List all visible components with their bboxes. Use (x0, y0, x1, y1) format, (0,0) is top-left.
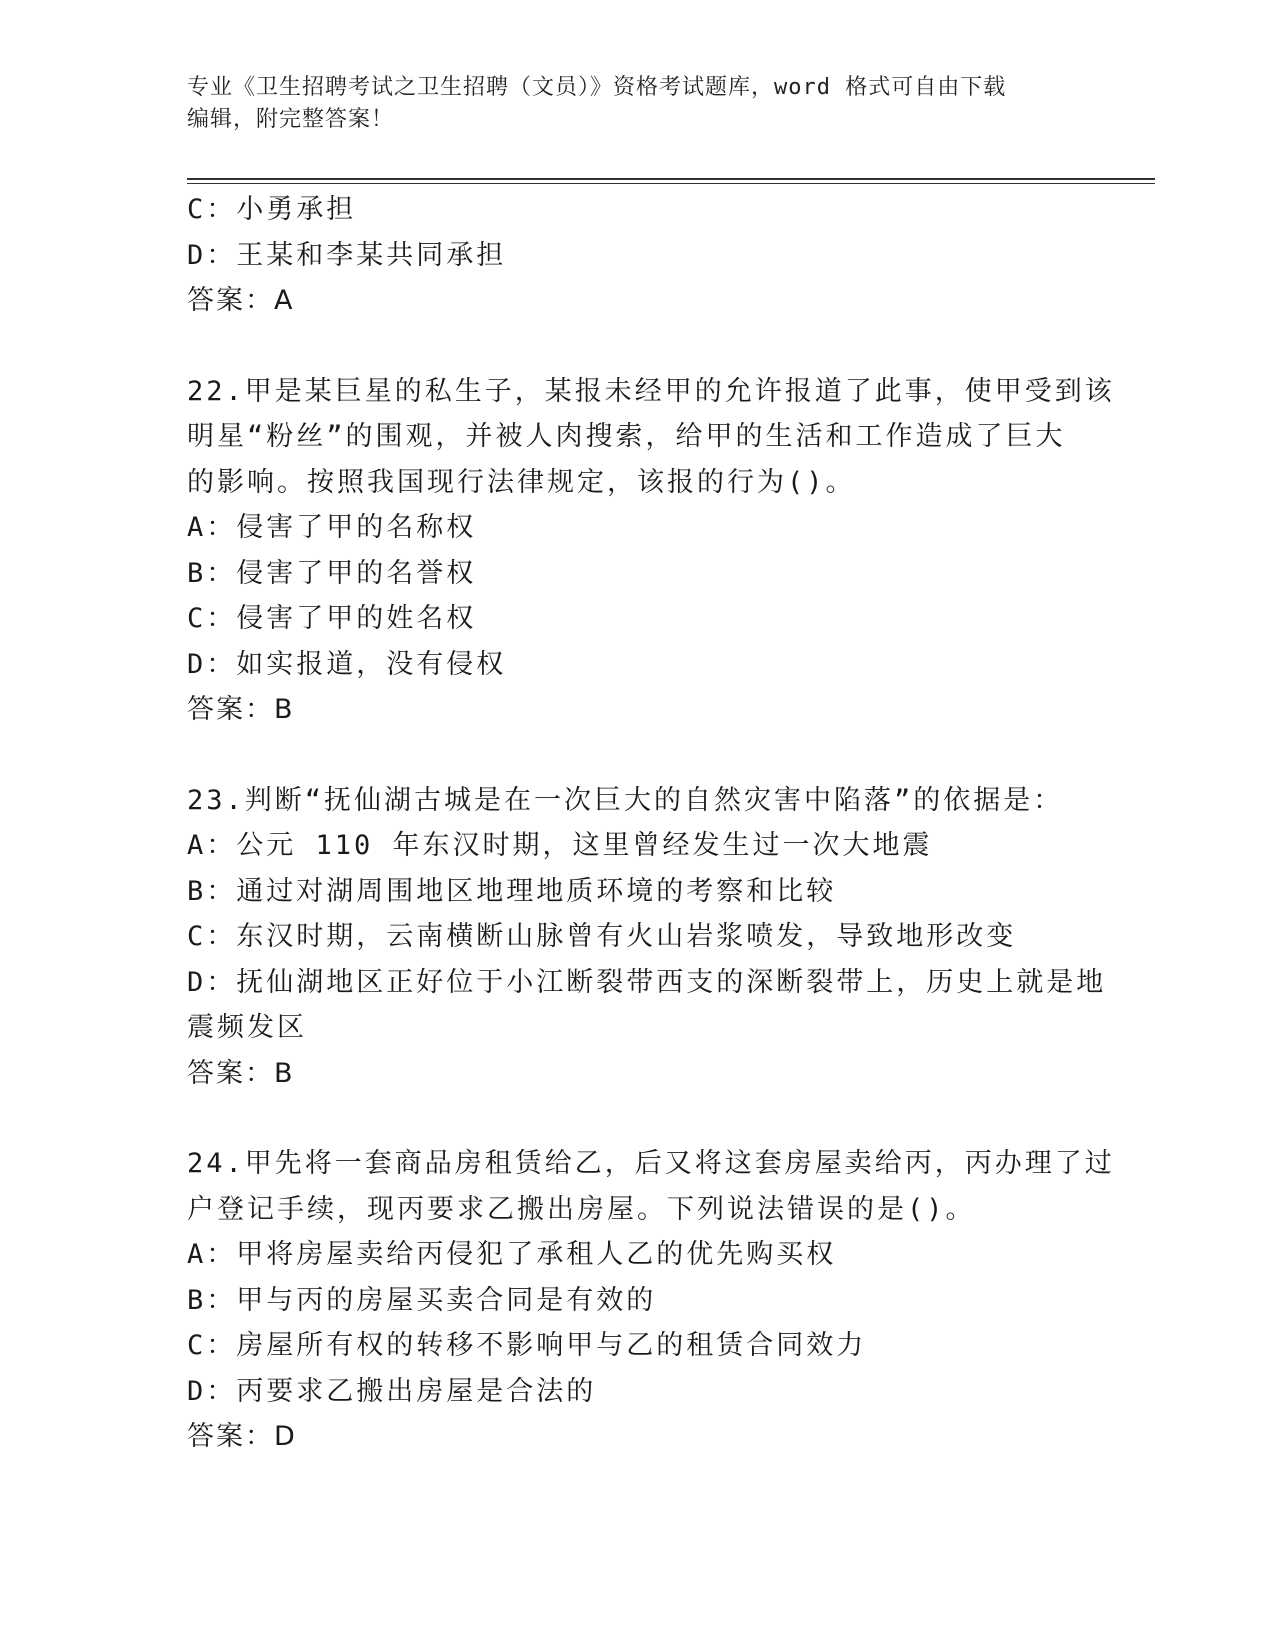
option-a: A：甲将房屋卖给丙侵犯了承租人乙的优先购买权 (187, 1239, 837, 1270)
question-text-line: 明星“粉丝”的围观，并被人肉搜索，给甲的生活和工作造成了巨大 (187, 421, 1066, 452)
answer-line: 答案：D (187, 1421, 297, 1452)
header-divider (187, 178, 1155, 184)
option-c: C：侵害了甲的姓名权 (187, 603, 477, 634)
question-text-line: 的影响。按照我国现行法律规定，该报的行为()。 (187, 466, 856, 498)
answer-line: 答案：B (187, 1057, 295, 1089)
option-d: D：如实报道，没有侵权 (187, 648, 507, 680)
question-content (187, 187, 1115, 1460)
option-d-continued: 震频发区 (187, 1012, 307, 1043)
option-b: B：甲与丙的房屋买卖合同是有效的 (187, 1284, 657, 1316)
option-b: B：通过对湖周围地区地理地质环境的考察和比较 (187, 875, 837, 907)
option-c: C：房屋所有权的转移不影响甲与乙的租赁合同效力 (187, 1330, 867, 1361)
option-b: B：侵害了甲的名誉权 (187, 557, 477, 589)
spacer (187, 733, 1087, 778)
question-text-line: 22.甲是某巨星的私生子，某报未经甲的允许报道了此事，使甲受到该 (187, 375, 1115, 407)
header-line-1: 专业《卫生招聘考试之卫生招聘（文员）》资格考试题库，word 格式可自由下载 (187, 75, 1007, 100)
option-d: D：丙要求乙搬出房屋是合法的 (187, 1375, 597, 1407)
header-line-2: 编辑，附完整答案！ (187, 107, 395, 132)
answer-line: 答案：A (187, 285, 295, 316)
option-d: D：抚仙湖地区正好位于小江断裂带西支的深断裂带上，历史上就是地 (187, 966, 1107, 998)
option-a: A：公元 110 年东汉时期，这里曾经发生过一次大地震 (187, 830, 933, 861)
answer-line: 答案：B (187, 694, 295, 725)
question-text-line: 23.判断“抚仙湖古城是在一次巨大的自然灾害中陷落”的依据是： (187, 784, 1064, 816)
option-a: A：侵害了甲的名称权 (187, 512, 477, 543)
option-c: C：小勇承担 (187, 194, 357, 225)
spacer (187, 1096, 1087, 1141)
question-24 (187, 1141, 1115, 1460)
question-23 (187, 778, 1107, 1097)
document-header (187, 72, 1087, 136)
question-text-line: 户登记手续，现丙要求乙搬出房屋。下列说法错误的是()。 (187, 1193, 976, 1225)
option-c: C：东汉时期，云南横断山脉曾有火山岩浆喷发，导致地形改变 (187, 921, 1017, 952)
option-d: D：王某和李某共同承担 (187, 239, 507, 271)
spacer (187, 324, 1087, 369)
question-text-line: 24.甲先将一套商品房租赁给乙，后又将这套房屋卖给丙，丙办理了过 (187, 1148, 1115, 1179)
question-22 (187, 369, 1115, 733)
question-21-tail (187, 187, 1087, 324)
